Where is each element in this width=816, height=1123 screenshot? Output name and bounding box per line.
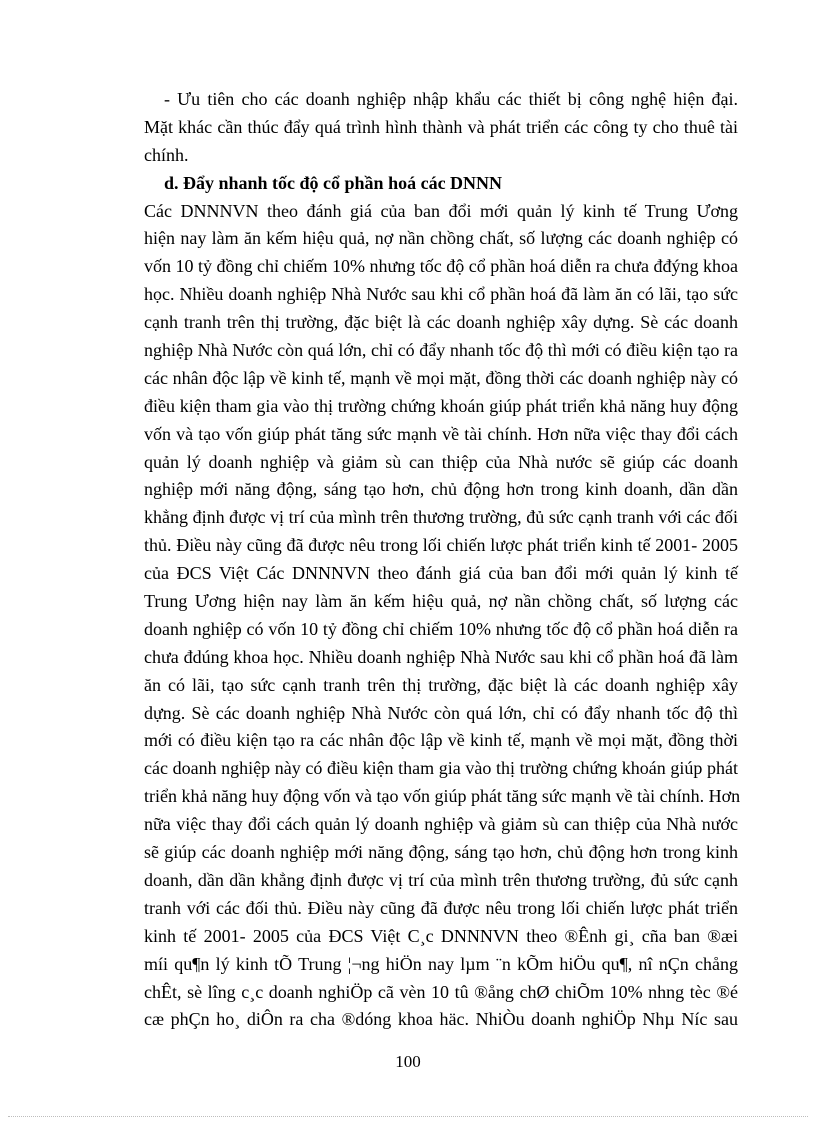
body-text-line: chÊt, sè lîng c¸c doanh nghiÖp cã vèn 10 tû ®ång chØ chiÕm 10% nhng tèc ®é <box>144 981 738 1002</box>
body-text-line: doanh nghiệp có vốn 10 tỷ đồng chỉ chiếm 10% nhưng tốc độ cổ phần hoá diễn ra <box>144 618 738 639</box>
body-text-line: điều kiện tham gia vào thị trường chứng khoán giúp phát triển khả năng huy động <box>144 395 738 416</box>
body-text-line: khẳng định được vị trí của mình trên thương trường, đủ sức cạnh tranh với các đối <box>144 507 738 528</box>
body-text-line: quản lý doanh nghiệp và giảm sù can thiệp của Nhà nước sẽ giúp các doanh <box>144 451 738 472</box>
body-text-line: cæ phÇn ho¸ diÔn ra cha ®dóng khoa häc. NhiÒu doanh nghiÖp Nhµ Níc sau <box>144 1009 738 1030</box>
body-text-line: doanh, dần dần khẳng định được vị trí của mình trên thương trường, đủ sức cạnh <box>144 869 738 890</box>
body-text-line: hiện nay làm ăn kếm hiệu quả, nợ nần chồng chất, số lượng các doanh nghiệp có <box>144 228 738 249</box>
body-text-line: mới có điều kiện tạo ra các nhân độc lập về kinh tế, mạnh về mọi mặt, đồng thời <box>144 730 738 751</box>
body-text-line: triển khả năng huy động vốn và tạo vốn giúp phát tăng sức mạnh về tài chính. Hơn <box>144 786 741 807</box>
body-text-line: học. Nhiều doanh nghiệp Nhà Nước sau khi cổ phần hoá đã làm ăn có lãi, tạo sức <box>144 284 738 305</box>
body-text-line: nghiệp Nhà Nước còn quá lớn, chỉ có đẩy nhanh tốc độ thì mới có điều kiện tạo ra <box>144 340 738 361</box>
body-text-line: của ĐCS Việt Các DNNNVN theo đánh giá của ban đổi mới quản lý kinh tế <box>144 563 738 584</box>
body-text-line: chưa đdúng khoa học. Nhiều doanh nghiệp Nhà Nước sau khi cổ phần hoá đã làm <box>144 646 738 667</box>
page-number: 100 <box>395 1052 421 1071</box>
body-text-line: các doanh nghiệp này có điều kiện tham gia vào thị trường chứng khoán giúp phát <box>144 758 738 779</box>
body-text-line: kinh tế 2001- 2005 của ĐCS Việt C¸c DNNNVN theo ®Ênh gi¸ cña ban ®æi <box>144 925 738 946</box>
body-text-line: dựng. Sè các doanh nghiệp Nhà Nước còn quá lớn, chỉ có đẩy nhanh tốc độ thì <box>144 702 738 723</box>
body-text-line: Các DNNNVN theo đánh giá của ban đổi mới quản lý kinh tế Trung Ương <box>144 200 738 221</box>
body-text-line: sẽ giúp các doanh nghiệp mới năng động, sáng tạo hơn, chủ động hơn trong kinh <box>144 842 738 863</box>
body-text-line: míi qu¶n lý kinh tÕ Trung ¦¬ng hiÖn nay lµm ¨n kÕm hiÖu qu¶, nî nÇn chång <box>144 953 738 974</box>
body-text-line: ăn có lãi, tạo sức cạnh tranh trên thị trường, đặc biệt là các doanh nghiệp xây <box>144 674 738 695</box>
body-text-line: vốn và tạo vốn giúp phát tăng sức mạnh về tài chính. Hơn nữa việc thay đổi cách <box>144 423 738 444</box>
body-text <box>144 86 741 1034</box>
section-heading: d. Đẩy nhanh tốc độ cổ phần hoá các DNNN <box>164 172 503 193</box>
body-text-line: nữa việc thay đổi cách quản lý doanh nghiệp và giảm sù can thiệp của Nhà nước <box>144 814 738 835</box>
page-bottom-divider <box>8 1116 808 1117</box>
body-text-line: Trung Ương hiện nay làm ăn kếm hiệu quả, nợ nần chồng chất, số lượng các <box>144 591 738 612</box>
body-text-line: tranh với các đối thủ. Điều này cũng đã được nêu trong lối chiến lược phát triển <box>144 897 738 918</box>
body-text-line: Mặt khác cần thúc đẩy quá trình hình thành và phát triển các công ty cho thuê tài <box>144 116 738 137</box>
body-text-line: vốn 10 tỷ đồng chỉ chiếm 10% nhưng tốc độ cổ phần hoá diễn ra chưa đđýng khoa <box>144 256 738 277</box>
body-text-line: cạnh tranh trên thị trường, đặc biệt là các doanh nghiệp xây dựng. Sè các doanh <box>144 312 738 333</box>
body-text-line: các nhân độc lập về kinh tế, mạnh về mọi mặt, đồng thời các doanh nghiệp này có <box>144 367 738 388</box>
body-text-line: thủ. Điều này cũng đã được nêu trong lối chiến lược phát triển kinh tế 2001- 2005 <box>144 535 738 556</box>
body-text-line: chính. <box>144 144 189 165</box>
bullet-line: - Ưu tiên cho các doanh nghiệp nhập khẩu các thiết bị công nghệ hiện đại. <box>164 89 738 109</box>
body-text-line: nghiệp mới năng động, sáng tạo hơn, chủ động hơn trong kinh doanh, dần dần <box>144 479 738 500</box>
